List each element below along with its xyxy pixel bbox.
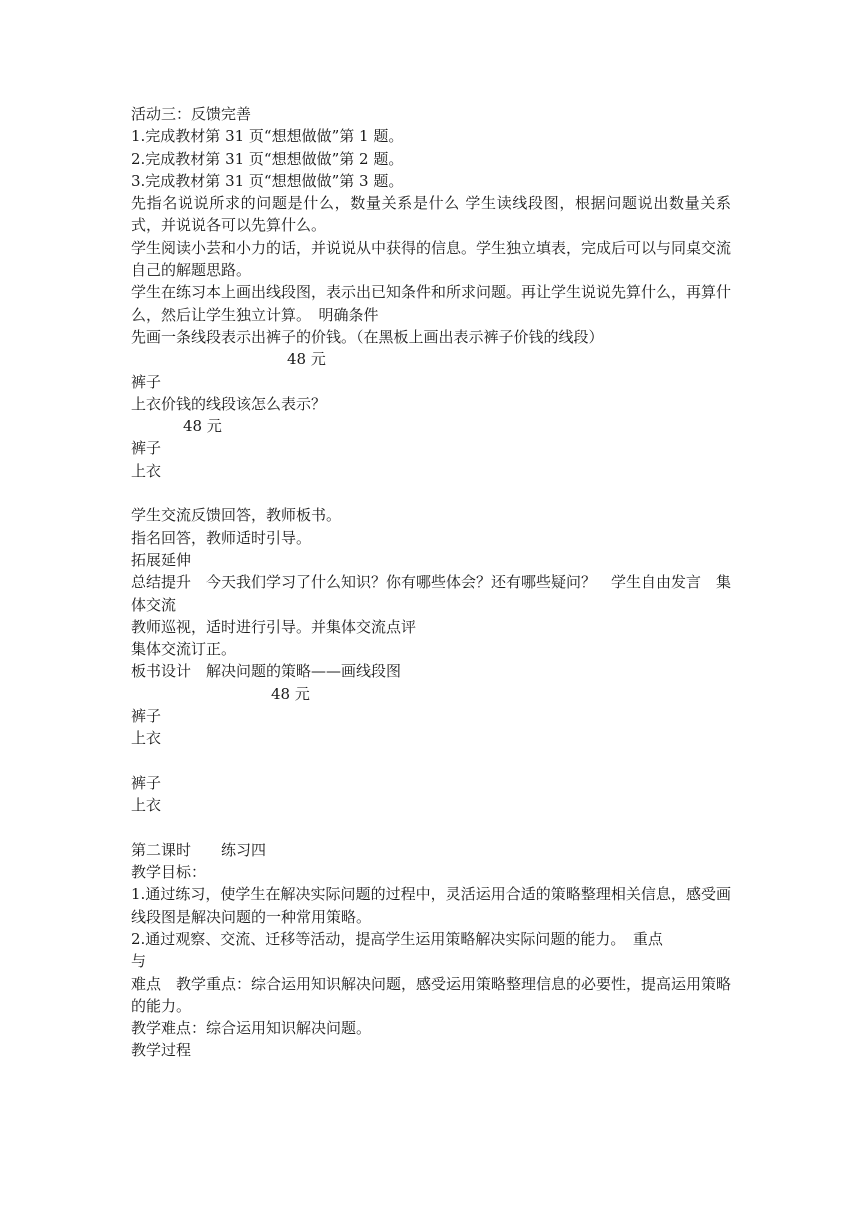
question-shirt-segment: 上衣价钱的线段该怎么表示？ — [131, 394, 327, 413]
lesson-title: 第二课时 练习四 — [131, 840, 267, 859]
task-item-3: 3.完成教材第 31 页“想想做做”第 3 题。 — [131, 171, 404, 190]
objective-item-2: 2.通过观察、交流、迁移等活动，提高学生运用策略解决实际问题的能力。 重点 — [131, 929, 663, 948]
task-item-2: 2.完成教材第 31 页“想想做做”第 2 题。 — [131, 149, 404, 168]
segment-label-shirt: 上衣 — [131, 796, 162, 815]
segment-amount-label: 48 元 — [271, 684, 310, 703]
segment-label-pants: 裤子 — [131, 372, 162, 391]
paragraph-guidance: 指名回答，教师适时引导。 — [131, 528, 312, 547]
segment-label-pants: 裤子 — [131, 707, 162, 726]
board-design-heading: 板书设计 解决问题的策略——画线段图 — [131, 662, 402, 681]
segment-label-shirt: 上衣 — [131, 729, 162, 748]
paragraph-patrol: 教师巡视，适时进行引导。并集体交流点评 — [131, 617, 417, 636]
paragraph-feedback: 学生交流反馈回答，教师板书。 — [131, 506, 342, 525]
segment-amount-label: 48 元 — [287, 350, 326, 369]
fragment-and: 与 — [131, 952, 147, 971]
objective-item-1: 1.通过练习，使学生在解决实际问题的过程中，灵活运用合适的策略整理相关信息，感受画线段图是解决问题的一种常用策略。 — [131, 885, 731, 926]
segment-label-pants: 裤子 — [131, 773, 162, 792]
paragraph-correction: 集体交流订正。 — [131, 640, 237, 659]
spacer — [131, 482, 731, 504]
paragraph-reading-info: 学生阅读小芸和小力的话，并说说从中获得的信息。学生独立填表，完成后可以与同桌交流自己的解题思路。 — [131, 238, 732, 280]
key-points: 难点 教学重点：综合运用知识解决问题，感受运用策略整理信息的必要性，提高运用策略的能力。 — [131, 974, 732, 1015]
segment-label-pants: 裤子 — [131, 439, 162, 458]
paragraph-summary: 总结提升 今天我们学习了什么知识？你有哪些体会？还有哪些疑问？ 学生自由发言 集体交流 — [131, 573, 732, 614]
process-heading: 教学过程 — [131, 1041, 192, 1060]
objectives-heading: 教学目标： — [131, 863, 207, 882]
difficulty: 教学难点：综合运用知识解决问题。 — [131, 1019, 372, 1038]
segment-amount-label: 48 元 — [183, 417, 222, 436]
paragraph-draw-segment: 学生在练习本上画出线段图，表示出已知条件和所求问题。再让学生说说先算什么，再算什么，然后让学生独立计算。 明确条件 — [131, 283, 732, 324]
spacer — [131, 817, 731, 839]
document-page — [131, 103, 731, 1062]
spacer — [131, 750, 731, 772]
paragraph-pants-segment: 先画一条线段表示出裤子的价钱。（在黑板上画出表示裤子价钱的线段） — [131, 327, 604, 346]
task-item-1: 1.完成教材第 31 页“想想做做”第 1 题。 — [131, 127, 404, 146]
paragraph-quantity-relation: 先指名说说所求的问题是什么，数量关系是什么 学生读线段图，根据问题说出数量关系式，并说说各可以先算什么。 — [131, 194, 731, 235]
activity-heading: 活动三：反馈完善 — [131, 105, 252, 123]
paragraph-extension: 拓展延伸 — [131, 550, 192, 569]
segment-label-shirt: 上衣 — [131, 461, 162, 480]
